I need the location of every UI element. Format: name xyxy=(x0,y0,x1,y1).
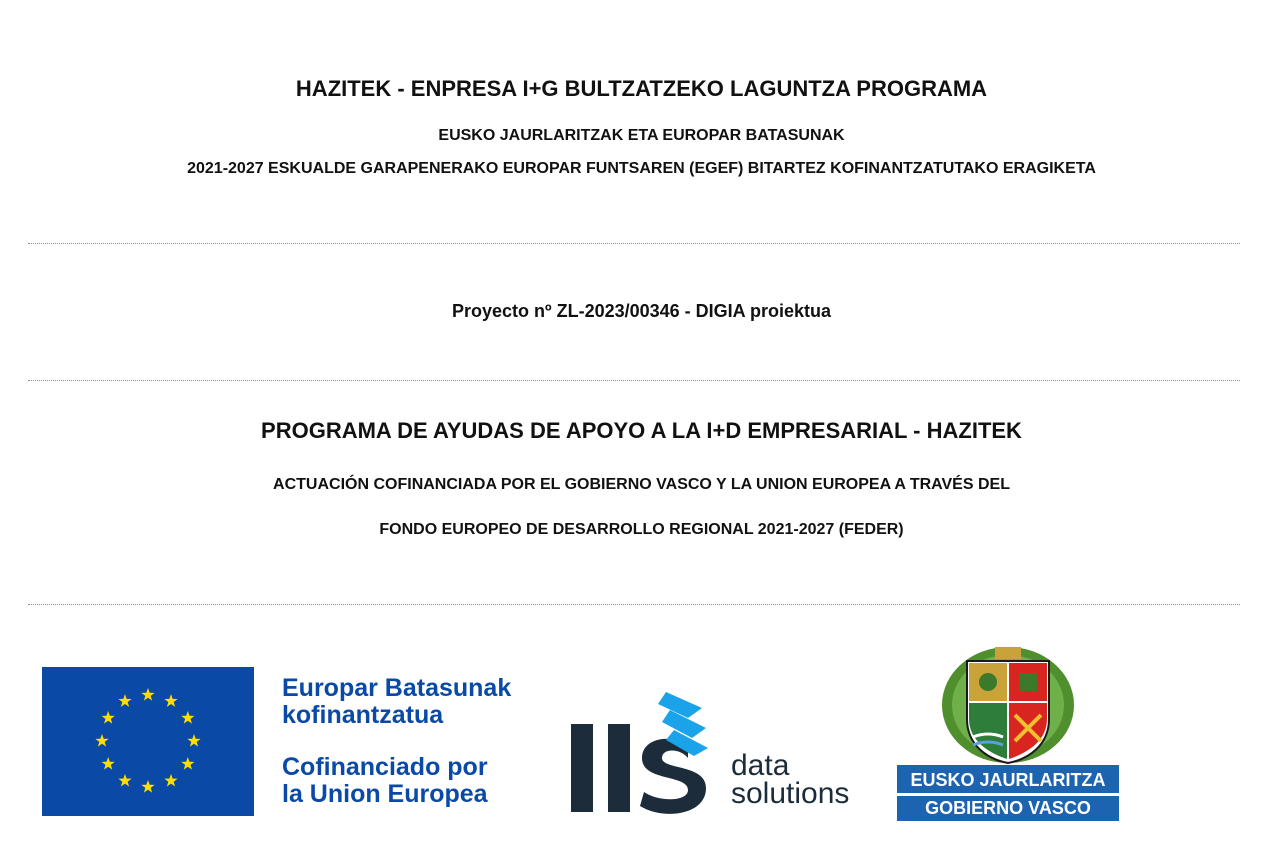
eu-flag-icon xyxy=(42,667,254,816)
lis-logo xyxy=(566,688,866,818)
eu-text-es xyxy=(282,754,488,808)
divider-1 xyxy=(28,243,1240,244)
eu-star-icon xyxy=(141,688,154,701)
subtitle-eus-1: EUSKO JAURLARITZAK ETA EUROPAR BATASUNAK xyxy=(438,127,845,144)
eu-star-icon xyxy=(102,757,115,770)
gv-text-es: GOBIERNO VASCO xyxy=(897,796,1119,821)
lis-sub-1: data xyxy=(731,749,790,782)
eu-star-icon xyxy=(95,734,108,747)
eu-star-icon xyxy=(102,711,115,724)
eu-star-icon xyxy=(164,694,177,707)
project-line: Proyecto nº ZL-2023/00346 - DIGIA proiektua xyxy=(451,301,832,321)
eu-star-icon xyxy=(141,780,154,793)
gv-text-eus: EUSKO JAURLARITZA xyxy=(897,765,1119,793)
subtitle-eus-2: 2021-2027 ESKUALDE GARAPENERAKO EUROPAR FUNTSAREN (EGEF) BITARTEZ KOFINANTZATUTAKO ERAGIKETA xyxy=(187,160,1096,177)
program-es-line-2: FONDO EUROPEO DE DESARROLLO REGIONAL 2021-2027 (FEDER) xyxy=(379,521,904,538)
divider-3 xyxy=(28,604,1240,605)
eu-eus-line-2: kofinantzatua xyxy=(282,701,444,729)
lis-sub-2: solutions xyxy=(731,777,850,810)
divider-2 xyxy=(28,380,1240,381)
title-es: PROGRAMA DE AYUDAS DE APOYO A LA I+D EMPRESARIAL - HAZITEK xyxy=(261,418,1022,443)
lis-subtitle xyxy=(731,749,850,810)
eu-star-icon xyxy=(118,694,131,707)
eu-star-icon xyxy=(118,774,131,787)
program-es-line-1: ACTUACIÓN COFINANCIADA POR EL GOBIERNO VASCO Y LA UNION EUROPEA A TRAVÉS DEL xyxy=(273,476,1010,493)
eu-es-line-1: Cofinanciado por xyxy=(282,753,488,781)
eu-text-eus xyxy=(282,675,511,729)
basque-coat-of-arms-icon xyxy=(937,645,1079,767)
lis-wordmark-icon xyxy=(566,688,736,816)
eu-star-icon xyxy=(187,734,200,747)
eu-es-line-2: la Union Europea xyxy=(282,780,488,808)
eu-eus-line-1: Europar Batasunak xyxy=(282,674,512,702)
gobierno-vasco-logo xyxy=(897,645,1119,820)
eu-star-icon xyxy=(181,757,194,770)
eu-star-icon xyxy=(164,774,177,787)
title-eus: HAZITEK - ENPRESA I+G BULTZATZEKO LAGUNTZA PROGRAMA xyxy=(295,76,988,101)
eu-star-icon xyxy=(181,711,194,724)
